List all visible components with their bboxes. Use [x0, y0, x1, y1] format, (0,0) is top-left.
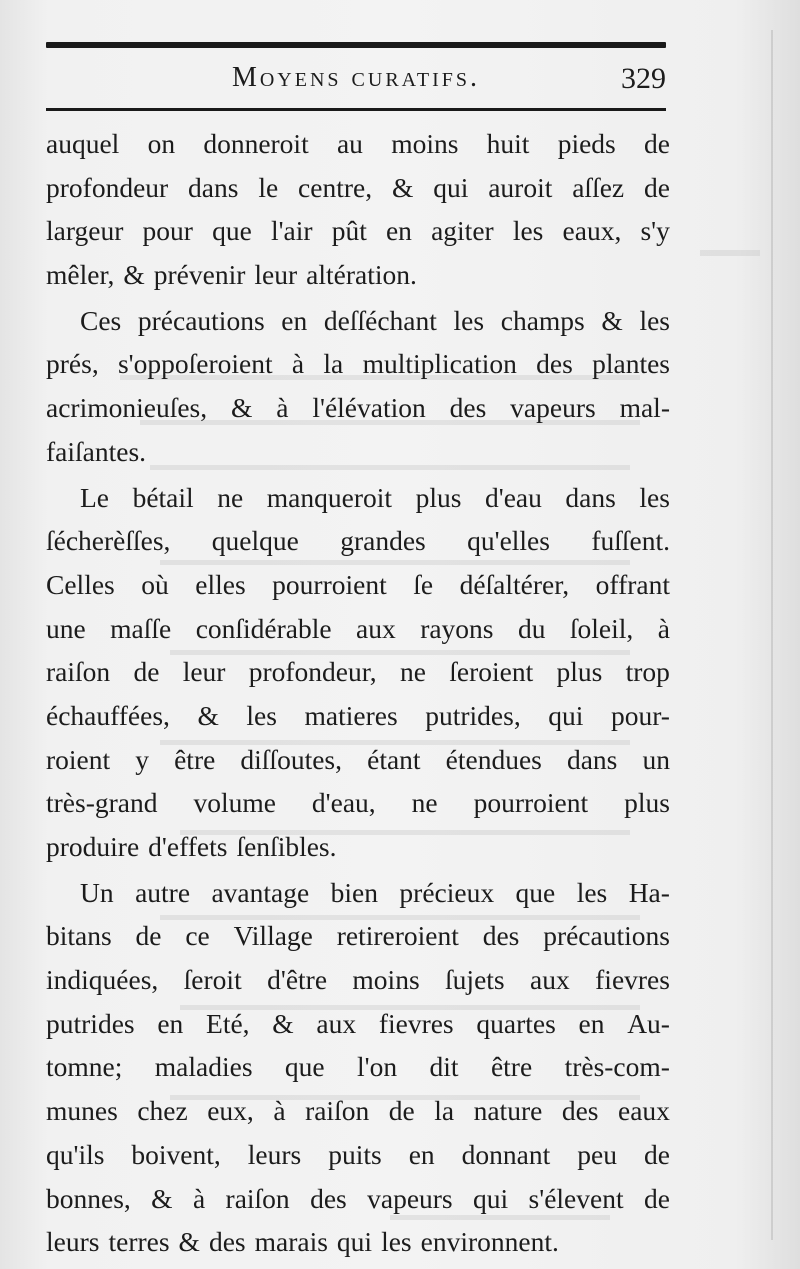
text-line: faiſantes. — [46, 435, 147, 467]
text-line: mêler, & prévenir leur altération. — [46, 259, 417, 291]
paragraph — [46, 122, 670, 297]
text-line: produire d'effets ſenſibles. — [46, 831, 337, 862]
text-line: Ces précautions en deſſéchant les champs & les — [80, 304, 670, 336]
text-line: bitans de ce Village retireroient des précautions — [46, 920, 670, 952]
text-line: largeur pour que l'air pût en agiter les eaux, s'y — [46, 215, 670, 247]
text-line: profondeur dans le centre, & qui auroit aſſez de — [46, 171, 670, 203]
text-line: Celles où elles pourroient ſe déſaltérer, offrant — [46, 568, 670, 600]
text-line: munes chez eux, à raiſon de la nature des eaux — [46, 1095, 670, 1127]
text-line: bonnes, & à raiſon des vapeurs qui s'élevent de — [46, 1182, 670, 1214]
paragraph — [46, 871, 670, 1264]
text-line: Le bétail ne manqueroit plus d'eau dans les — [80, 481, 670, 513]
text-line: échauffées, & les matieres putrides, qui pour- — [46, 699, 670, 731]
text-line: tomne; maladies que l'on dit être très-com- — [46, 1051, 670, 1083]
text-line: Un autre avantage bien précieux que les Ha- — [80, 876, 670, 908]
text-line: indiquées, ſeroit d'être moins ſujets aux fievres — [46, 964, 670, 996]
header-rule — [46, 108, 666, 111]
text-line: une maſſe conſidérable aux rayons du ſoleil, à — [46, 612, 670, 644]
running-head-title: Moyens curatifs. — [231, 62, 481, 93]
body-text — [46, 122, 670, 1264]
text-line: raiſon de leur profondeur, ne ſeroient plus trop — [46, 656, 670, 688]
page-number: 329 — [621, 62, 666, 95]
text-line: auquel on donneroit au moins huit pieds de — [46, 128, 670, 159]
text-line: prés, s'oppoſeroient à la multiplication des plantes — [46, 348, 670, 380]
text-line: leurs terres & des marais qui les environnent. — [46, 1226, 559, 1258]
text-line: ſécherèſſes, quelque grandes qu'elles fuſſent. — [46, 525, 670, 557]
paragraph — [46, 299, 670, 474]
paragraph — [46, 476, 670, 869]
text-line: roient y être diſſoutes, étant étendues dans un — [46, 743, 670, 775]
running-head — [46, 58, 666, 102]
text-line: putrides en Eté, & aux fievres quartes en Au- — [46, 1007, 670, 1039]
text-line: qu'ils boivent, leurs puits en donnant peu de — [46, 1138, 670, 1170]
text-line: très-grand volume d'eau, ne pourroient plus — [46, 787, 670, 819]
top-rule — [46, 42, 666, 48]
text-line: acrimonieuſes, & à l'élévation des vapeurs mal- — [46, 392, 670, 424]
